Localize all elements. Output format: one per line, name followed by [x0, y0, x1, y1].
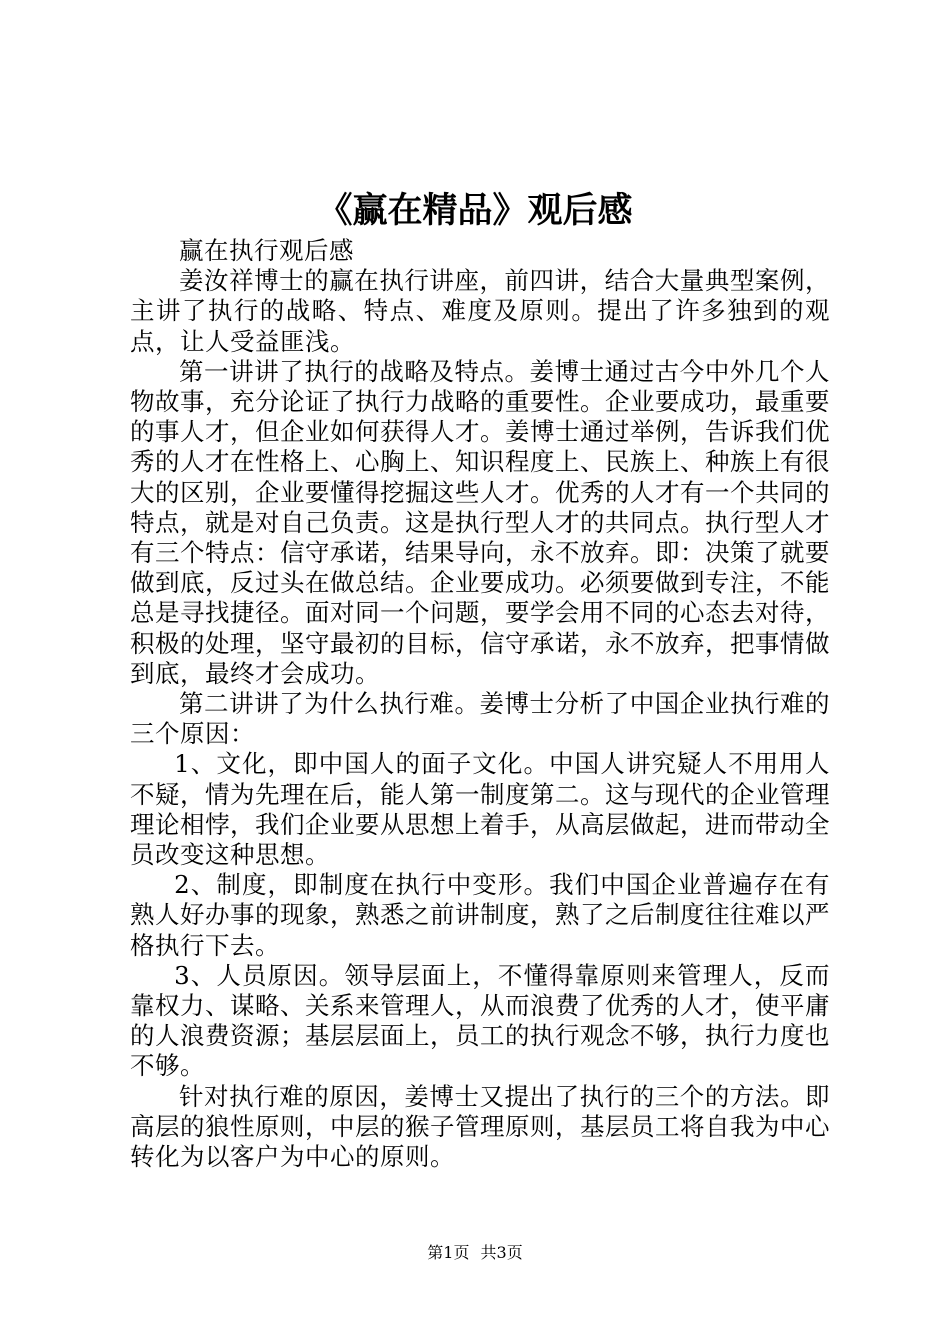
document-body — [130, 236, 830, 1172]
paragraph-methods: 针对执行难的原因，姜博士又提出了执行的三个的方法。即高层的狼性原则，中层的猴子管理原则，基层员工将自我为中心转化为以客户为中心的原则。 — [130, 1081, 830, 1172]
list-item-system: 2、制度，即制度在执行中变形。我们中国企业普遍存在有熟人好办事的现象，熟悉之前讲制度，熟了之后制度往往难以严格执行下去。 — [130, 870, 830, 960]
list-item-culture: 1、文化，即中国人的面子文化。中国人讲究疑人不用用人不疑，情为先理在后，能人第一制度第二。这与现代的企业管理理论相悖，我们企业要从思想上着手，从高层做起，进而带动全员改变这种思想。 — [130, 749, 830, 870]
page-total: 共3页 — [480, 1243, 523, 1262]
page-footer — [0, 1242, 950, 1264]
list-item-personnel: 3、人员原因。领导层面上，不懂得靠原则来管理人，反而靠权力、谋略、关系来管理人，从而浪费了优秀的人才，使平庸的人浪费资源；基层层面上，员工的执行观念不够，执行力度也不够。 — [130, 960, 830, 1081]
document-title: 《赢在精品》观后感 — [317, 190, 633, 231]
paragraph-intro: 姜汝祥博士的赢在执行讲座，前四讲，结合大量典型案例，主讲了执行的战略、特点、难度及原则。提出了许多独到的观点，让人受益匪浅。 — [130, 266, 830, 356]
page-number: 第1页 — [427, 1243, 470, 1262]
paragraph-lecture-two: 第二讲讲了为什么执行难。姜博士分析了中国企业执行难的三个原因： — [130, 689, 830, 749]
paragraph-lecture-one: 第一讲讲了执行的战略及特点。姜博士通过古今中外几个人物故事，充分论证了执行力战略的重要性。企业要成功，最重要的事人才，但企业如何获得人才。姜博士通过举例，告诉我们优秀的人才在性格上、心胸上、知识程度上、民族上、种族上有很大的区别，企业要懂得挖掘这些人才。优秀的人才有一个共同的特点，就是对自己负责。这是执行型人才的共同点。执行型人才有三个特点：信守承诺，结果导向，永不放弃。即：决策了就要做到底，反过头在做总结。企业要成功。必须要做到专注，不能总是寻找捷径。面对同一个问题，要学会用不同的心态去对待，积极的处理，坚守最初的目标，信守承诺，永不放弃，把事情做到底，最终才会成功。 — [130, 356, 830, 688]
paragraph-subtitle: 赢在执行观后感 — [179, 236, 354, 265]
